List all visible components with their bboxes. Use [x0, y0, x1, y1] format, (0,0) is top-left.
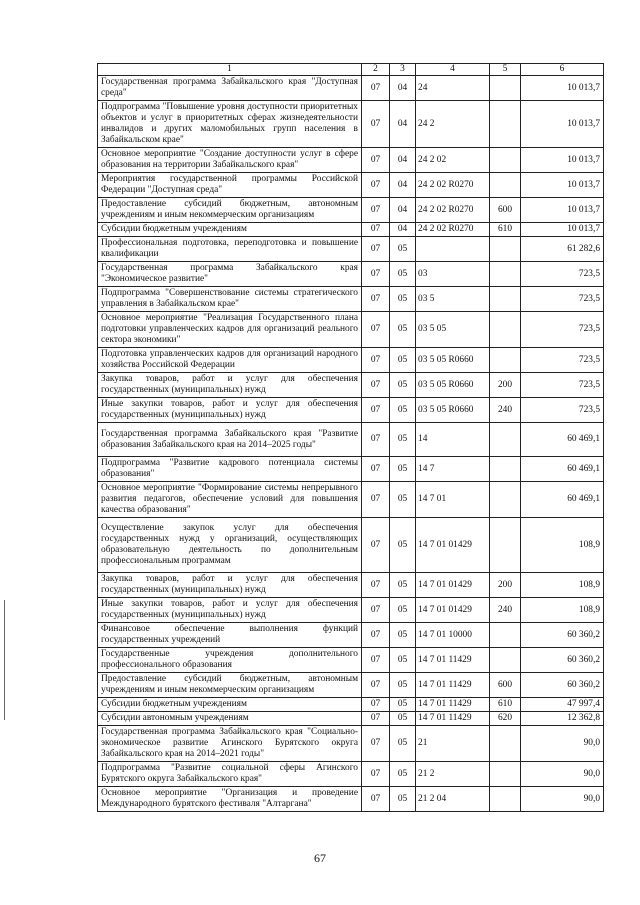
expense-type-cell [490, 262, 521, 287]
subsection-code-cell: 05 [390, 398, 416, 423]
section-code-cell: 07 [362, 712, 390, 726]
subsection-code-cell: 05 [390, 573, 416, 598]
row-name-cell: Государственная программа Забайкальского края "Социально-экономическое развитие Агинского Бурятского округа Забайкальского края на 2014–2021 годы" [98, 726, 362, 762]
target-article-cell: 03 5 05 R0660 [416, 348, 490, 373]
subsection-code-cell: 05 [390, 423, 416, 457]
section-code-cell: 07 [362, 423, 390, 457]
table-row [98, 398, 604, 423]
amount-cell: 10 013,7 [521, 148, 604, 173]
expense-type-cell [490, 623, 521, 648]
amount-cell: 60 360,2 [521, 623, 604, 648]
section-code-cell: 07 [362, 787, 390, 812]
row-name-cell: Субсидии бюджетным учреждениям [98, 223, 362, 237]
row-name-cell: Предоставление субсидий бюджетным, автономным учреждениям и иным некоммерческим организациям [98, 673, 362, 698]
expense-type-cell: 600 [490, 673, 521, 698]
subsection-code-cell: 04 [390, 101, 416, 148]
row-name-cell: Основное мероприятие "Реализация Государственного плана подготовки управленческих кадров для организаций реального сектора экономики" [98, 312, 362, 348]
row-name-cell: Подпрограмма "Повышение уровня доступности приоритетных объектов и услуг в приоритетных сферах жизнедеятельности инвалидов и других маломобильных групп населения в Забайкальском крае" [98, 101, 362, 148]
row-name-cell: Основное мероприятие "Формирование системы непрерывного развития педагогов, обеспечение условий для повышения качества образования" [98, 482, 362, 518]
amount-cell: 60 469,1 [521, 482, 604, 518]
row-name-cell: Субсидии бюджетным учреждениям [98, 698, 362, 712]
expense-type-cell [490, 76, 521, 101]
amount-cell: 47 997,4 [521, 698, 604, 712]
target-article-cell: 21 2 04 [416, 787, 490, 812]
target-article-cell: 14 7 01 11429 [416, 698, 490, 712]
table-row [98, 518, 604, 573]
column-number: 5 [490, 64, 521, 76]
amount-cell: 10 013,7 [521, 101, 604, 148]
table-row [98, 173, 604, 198]
amount-cell: 108,9 [521, 518, 604, 573]
subsection-code-cell: 05 [390, 648, 416, 673]
column-number-row [98, 64, 604, 76]
amount-cell: 90,0 [521, 762, 604, 787]
table-row [98, 712, 604, 726]
row-name-cell: Финансовое обеспечение выполнения функций государственных учреждений [98, 623, 362, 648]
subsection-code-cell: 05 [390, 712, 416, 726]
subsection-code-cell: 05 [390, 262, 416, 287]
section-code-cell: 07 [362, 698, 390, 712]
row-name-cell: Субсидии автономным учреждениям [98, 712, 362, 726]
section-code-cell: 07 [362, 573, 390, 598]
amount-cell: 723,5 [521, 262, 604, 287]
table-row [98, 623, 604, 648]
section-code-cell: 07 [362, 348, 390, 373]
table-row [98, 262, 604, 287]
subsection-code-cell: 04 [390, 76, 416, 101]
target-article-cell: 03 5 [416, 287, 490, 312]
subsection-code-cell: 05 [390, 787, 416, 812]
subsection-code-cell: 05 [390, 373, 416, 398]
amount-cell: 10 013,7 [521, 198, 604, 223]
page-number: 67 [314, 851, 326, 865]
section-code-cell: 07 [362, 262, 390, 287]
section-code-cell: 07 [362, 101, 390, 148]
table-row [98, 762, 604, 787]
expense-type-cell [490, 457, 521, 482]
subsection-code-cell: 05 [390, 762, 416, 787]
amount-cell: 61 282,6 [521, 237, 604, 262]
expense-type-cell [490, 348, 521, 373]
row-name-cell: Иные закупки товаров, работ и услуг для обеспечения государственных (муниципальных) нужд [98, 398, 362, 423]
table-row [98, 573, 604, 598]
table-row [98, 482, 604, 518]
expense-type-cell: 600 [490, 198, 521, 223]
target-article-cell: 24 2 02 [416, 148, 490, 173]
subsection-code-cell: 04 [390, 173, 416, 198]
expense-type-cell [490, 101, 521, 148]
table-row [98, 787, 604, 812]
row-name-cell: Подготовка управленческих кадров для организаций народного хозяйства Российской Федерации [98, 348, 362, 373]
amount-cell: 723,5 [521, 398, 604, 423]
section-code-cell: 07 [362, 623, 390, 648]
expense-type-cell: 610 [490, 223, 521, 237]
section-code-cell: 07 [362, 598, 390, 623]
expense-type-cell: 240 [490, 598, 521, 623]
amount-cell: 10 013,7 [521, 76, 604, 101]
column-number: 2 [362, 64, 390, 76]
amount-cell: 10 013,7 [521, 173, 604, 198]
row-name-cell: Подпрограмма "Развитие социальной сферы Агинского Бурятского округа Забайкальского края" [98, 762, 362, 787]
expense-type-cell [490, 482, 521, 518]
subsection-code-cell: 04 [390, 148, 416, 173]
row-name-cell: Предоставление субсидий бюджетным, автономным учреждениям и иным некоммерческим организациям [98, 198, 362, 223]
subsection-code-cell: 05 [390, 237, 416, 262]
section-code-cell: 07 [362, 482, 390, 518]
column-number: 1 [98, 64, 362, 76]
amount-cell: 10 013,7 [521, 223, 604, 237]
row-name-cell: Государственные учреждения дополнительного профессионального образования [98, 648, 362, 673]
section-code-cell: 07 [362, 173, 390, 198]
section-code-cell: 07 [362, 148, 390, 173]
table-row [98, 198, 604, 223]
expense-type-cell: 200 [490, 373, 521, 398]
section-code-cell: 07 [362, 198, 390, 223]
column-number: 3 [390, 64, 416, 76]
target-article-cell: 24 2 02 R0270 [416, 173, 490, 198]
amount-cell: 723,5 [521, 312, 604, 348]
amount-cell: 90,0 [521, 726, 604, 762]
amount-cell: 60 469,1 [521, 423, 604, 457]
row-name-cell: Основное мероприятие "Организация и проведение Международного бурятского фестиваля "Алтаргана" [98, 787, 362, 812]
subsection-code-cell: 05 [390, 518, 416, 573]
table-row [98, 598, 604, 623]
row-name-cell: Мероприятия государственной программы Российской Федерации "Доступная среда" [98, 173, 362, 198]
table-body [98, 76, 604, 812]
target-article-cell: 24 2 [416, 101, 490, 148]
subsection-code-cell: 05 [390, 457, 416, 482]
table-row [98, 348, 604, 373]
row-name-cell: Профессиональная подготовка, переподготовка и повышение квалификации [98, 237, 362, 262]
table-row [98, 312, 604, 348]
subsection-code-cell: 05 [390, 287, 416, 312]
target-article-cell: 24 [416, 76, 490, 101]
expense-type-cell: 240 [490, 398, 521, 423]
target-article-cell [416, 237, 490, 262]
target-article-cell: 03 5 05 [416, 312, 490, 348]
table-row [98, 648, 604, 673]
expense-type-cell [490, 762, 521, 787]
section-code-cell: 07 [362, 518, 390, 573]
section-code-cell: 07 [362, 457, 390, 482]
subsection-code-cell: 05 [390, 673, 416, 698]
section-code-cell: 07 [362, 648, 390, 673]
target-article-cell: 21 2 [416, 762, 490, 787]
amount-cell: 108,9 [521, 598, 604, 623]
target-article-cell: 14 [416, 423, 490, 457]
row-name-cell: Государственная программа Забайкальского края "Экономическое развитие" [98, 262, 362, 287]
table-row [98, 423, 604, 457]
row-name-cell: Основное мероприятие "Создание доступности услуг в сфере образования на территории Забайкальского края" [98, 148, 362, 173]
table-row [98, 673, 604, 698]
amount-cell: 60 360,2 [521, 673, 604, 698]
subsection-code-cell: 05 [390, 698, 416, 712]
subsection-code-cell: 05 [390, 623, 416, 648]
section-code-cell: 07 [362, 398, 390, 423]
target-article-cell: 14 7 01 [416, 482, 490, 518]
target-article-cell: 03 5 05 R0660 [416, 398, 490, 423]
expense-type-cell [490, 648, 521, 673]
expense-type-cell [490, 287, 521, 312]
table-row [98, 726, 604, 762]
table-row [98, 287, 604, 312]
expense-type-cell [490, 173, 521, 198]
subsection-code-cell: 05 [390, 482, 416, 518]
section-code-cell: 07 [362, 223, 390, 237]
table-row [98, 237, 604, 262]
subsection-code-cell: 05 [390, 312, 416, 348]
amount-cell: 723,5 [521, 348, 604, 373]
scan-edge-mark [4, 600, 5, 720]
target-article-cell: 03 5 05 R0660 [416, 373, 490, 398]
column-number: 4 [416, 64, 490, 76]
target-article-cell: 14 7 01 01429 [416, 518, 490, 573]
subsection-code-cell: 05 [390, 726, 416, 762]
table-row [98, 373, 604, 398]
section-code-cell: 07 [362, 237, 390, 262]
expense-type-cell: 610 [490, 698, 521, 712]
table-row [98, 698, 604, 712]
row-name-cell: Подпрограмма "Развитие кадрового потенциала системы образования" [98, 457, 362, 482]
section-code-cell: 07 [362, 287, 390, 312]
row-name-cell: Государственная программа Забайкальского края "Развитие образования Забайкальского края на 2014–2025 годы" [98, 423, 362, 457]
row-name-cell: Подпрограмма "Совершенствование системы стратегического управления в Забайкальском крае" [98, 287, 362, 312]
amount-cell: 90,0 [521, 787, 604, 812]
subsection-code-cell: 04 [390, 223, 416, 237]
table-row [98, 223, 604, 237]
section-code-cell: 07 [362, 76, 390, 101]
target-article-cell: 21 [416, 726, 490, 762]
target-article-cell: 14 7 01 01429 [416, 598, 490, 623]
target-article-cell: 24 2 02 R0270 [416, 223, 490, 237]
table-row [98, 148, 604, 173]
target-article-cell: 14 7 01 11429 [416, 648, 490, 673]
expense-type-cell [490, 518, 521, 573]
subsection-code-cell: 04 [390, 198, 416, 223]
section-code-cell: 07 [362, 312, 390, 348]
target-article-cell: 14 7 01 10000 [416, 623, 490, 648]
target-article-cell: 14 7 01 11429 [416, 712, 490, 726]
target-article-cell: 03 [416, 262, 490, 287]
target-article-cell: 14 7 01 01429 [416, 573, 490, 598]
expense-type-cell [490, 423, 521, 457]
row-name-cell: Закупка товаров, работ и услуг для обеспечения государственных (муниципальных) нужд [98, 573, 362, 598]
amount-cell: 60 360,2 [521, 648, 604, 673]
row-name-cell: Государственная программа Забайкальского края "Доступная среда" [98, 76, 362, 101]
section-code-cell: 07 [362, 673, 390, 698]
expense-type-cell [490, 237, 521, 262]
section-code-cell: 07 [362, 373, 390, 398]
row-name-cell: Осуществление закупок услуг для обеспечения государственных нужд у организаций, осуществляющих образовательную деятельность по дополнительным профессиональным программам [98, 518, 362, 573]
table-row [98, 457, 604, 482]
expense-type-cell [490, 726, 521, 762]
expense-type-cell [490, 148, 521, 173]
amount-cell: 12 362,8 [521, 712, 604, 726]
section-code-cell: 07 [362, 726, 390, 762]
expense-type-cell [490, 787, 521, 812]
target-article-cell: 14 7 [416, 457, 490, 482]
row-name-cell: Закупка товаров, работ и услуг для обеспечения государственных (муниципальных) нужд [98, 373, 362, 398]
expense-type-cell [490, 312, 521, 348]
subsection-code-cell: 05 [390, 348, 416, 373]
subsection-code-cell: 05 [390, 598, 416, 623]
section-code-cell: 07 [362, 762, 390, 787]
row-name-cell: Иные закупки товаров, работ и услуг для обеспечения государственных (муниципальных) нужд [98, 598, 362, 623]
budget-table [97, 63, 604, 812]
expense-type-cell: 620 [490, 712, 521, 726]
amount-cell: 723,5 [521, 287, 604, 312]
amount-cell: 108,9 [521, 573, 604, 598]
target-article-cell: 24 2 02 R0270 [416, 198, 490, 223]
table-row [98, 76, 604, 101]
expense-type-cell: 200 [490, 573, 521, 598]
column-number: 6 [521, 64, 604, 76]
amount-cell: 723,5 [521, 373, 604, 398]
target-article-cell: 14 7 01 11429 [416, 673, 490, 698]
amount-cell: 60 469,1 [521, 457, 604, 482]
table-row [98, 101, 604, 148]
